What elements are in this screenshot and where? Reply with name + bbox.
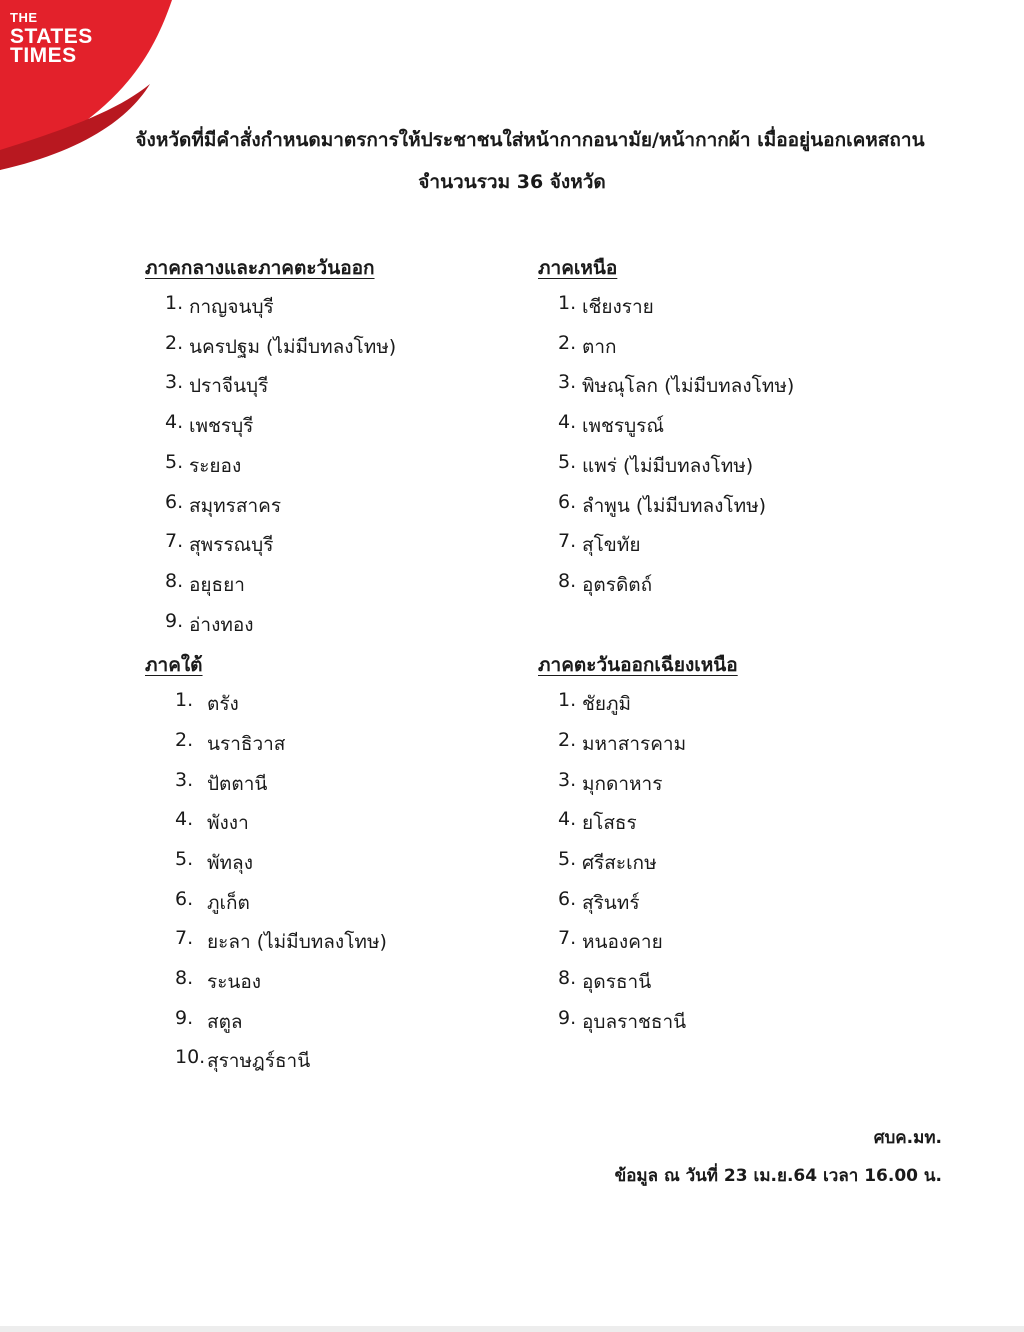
south-heading: ภาคใต้ (145, 654, 203, 676)
list-item (558, 927, 663, 957)
province-name: สุรินทร์ (582, 892, 640, 914)
item-number: 2. (558, 332, 577, 354)
list-item (165, 610, 254, 640)
province-name: ยโสธร (582, 812, 637, 834)
item-number: 4. (558, 808, 577, 830)
list-item (175, 1007, 243, 1037)
province-name: ภูเก็ต (207, 892, 250, 914)
province-name: อ่างทอง (189, 614, 254, 636)
province-name: อุตรดิตถ์ (582, 574, 653, 596)
item-number: 5. (558, 451, 577, 473)
province-name: พัทลุง (207, 852, 253, 874)
province-name: นครปฐม (ไม่มีบทลงโทษ) (189, 336, 397, 358)
item-number: 3. (175, 769, 194, 791)
item-number: 4. (165, 411, 184, 433)
item-number: 6. (175, 888, 194, 910)
list-item (175, 1046, 310, 1076)
list-item (558, 451, 753, 481)
item-number: 8. (165, 570, 184, 592)
province-name: ปัตตานี (207, 773, 268, 795)
list-item (165, 332, 396, 362)
list-item (558, 689, 631, 719)
list-item (558, 1007, 686, 1037)
province-name: สมุทรสาคร (189, 495, 282, 517)
item-number: 1. (175, 689, 194, 711)
province-name: แพร่ (ไม่มีบทลงโทษ) (582, 455, 754, 477)
province-name: มหาสารคาม (582, 733, 687, 755)
document-title: จังหวัดที่มีคำสั่งกำหนดมาตรการให้ประชาชนใส่หน้ากากอนามัย/หน้ากากผ้า เมื่ออยู่นอกเคหสถาน (135, 129, 925, 151)
item-number: 4. (175, 808, 194, 830)
item-number: 2. (165, 332, 184, 354)
list-item (558, 332, 617, 362)
province-name: ตาก (582, 336, 617, 358)
list-item (558, 967, 651, 997)
province-name: ศรีสะเกษ (582, 852, 657, 874)
province-name: สุพรรณบุรี (189, 534, 274, 556)
list-item (175, 808, 249, 838)
list-item (175, 689, 239, 719)
list-item (165, 570, 245, 600)
list-item (165, 491, 281, 521)
province-name: ลำพูน (ไม่มีบทลงโทษ) (582, 495, 767, 517)
item-number: 1. (558, 292, 577, 314)
list-item (165, 371, 268, 401)
item-number: 1. (558, 689, 577, 711)
list-item (558, 729, 686, 759)
item-number: 7. (558, 530, 577, 552)
province-name: ปราจีนบุรี (189, 375, 269, 397)
logo-text-states: STATES (10, 25, 93, 48)
document-subtitle: จำนวนรวม 36 จังหวัด (418, 171, 606, 193)
list-item (558, 530, 640, 560)
item-number: 9. (175, 1007, 194, 1029)
item-number: 7. (558, 927, 577, 949)
province-name: เพชรบูรณ์ (582, 415, 665, 437)
list-item (165, 530, 273, 560)
central-east-heading: ภาคกลางและภาคตะวันออก (145, 257, 375, 279)
list-item (558, 570, 652, 600)
north-heading: ภาคเหนือ (538, 257, 618, 279)
item-number: 3. (165, 371, 184, 393)
item-number: 5. (165, 451, 184, 473)
province-name: ระนอง (207, 971, 262, 993)
list-item (175, 927, 387, 957)
item-number: 2. (175, 729, 194, 751)
list-item (558, 808, 637, 838)
item-number: 5. (558, 848, 577, 870)
item-number: 8. (558, 967, 577, 989)
item-number: 6. (558, 888, 577, 910)
item-number: 5. (175, 848, 194, 870)
item-number: 4. (558, 411, 577, 433)
list-item (558, 848, 657, 878)
item-number: 9. (558, 1007, 577, 1029)
list-item (175, 848, 253, 878)
province-name: อยุธยา (189, 574, 245, 596)
data-date-note: ข้อมูล ณ วันที่ 23 เม.ย.64 เวลา 16.00 น. (614, 1166, 942, 1186)
list-item (558, 491, 766, 521)
item-number: 7. (165, 530, 184, 552)
province-name: พังงา (207, 812, 249, 834)
province-name: สตูล (207, 1011, 243, 1033)
list-item (175, 967, 261, 997)
item-number: 2. (558, 729, 577, 751)
item-number: 7. (175, 927, 194, 949)
list-item (165, 451, 241, 481)
province-name: ตรัง (207, 693, 239, 715)
province-name: สุโขทัย (582, 534, 641, 556)
logo-text-the: THE (10, 10, 38, 25)
list-item (175, 888, 250, 918)
list-item (175, 769, 267, 799)
item-number: 6. (558, 491, 577, 513)
province-name: พิษณุโลก (ไม่มีบทลงโทษ) (582, 375, 795, 397)
province-name: เชียงราย (582, 296, 654, 318)
list-item (165, 292, 274, 322)
item-number: 6. (165, 491, 184, 513)
northeast-heading: ภาคตะวันออกเฉียงเหนือ (538, 654, 738, 676)
list-item (165, 411, 253, 441)
province-name: มุกดาหาร (582, 773, 663, 795)
logo-text-times: TIMES (10, 44, 77, 67)
province-name: อุดรธานี (582, 971, 652, 993)
list-item (558, 292, 654, 322)
issuing-agency: ศบค.มท. (873, 1128, 942, 1148)
list-item (558, 371, 794, 401)
province-name: เพชรบุรี (189, 415, 254, 437)
the-states-times-logo (0, 0, 180, 175)
province-name: ชัยภูมิ (582, 693, 632, 715)
province-name: ยะลา (ไม่มีบทลงโทษ) (207, 931, 387, 953)
list-item (558, 411, 664, 441)
list-item (175, 729, 285, 759)
item-number: 10. (175, 1046, 206, 1068)
item-number: 3. (558, 769, 577, 791)
province-name: ระยอง (189, 455, 242, 477)
province-name: สุราษฎร์ธานี (207, 1050, 311, 1072)
item-number: 3. (558, 371, 577, 393)
item-number: 1. (165, 292, 184, 314)
item-number: 8. (558, 570, 577, 592)
list-item (558, 769, 662, 799)
item-number: 8. (175, 967, 194, 989)
province-name: กาญจนบุรี (189, 296, 274, 318)
province-name: อุบลราชธานี (582, 1011, 687, 1033)
province-name: นราธิวาส (207, 733, 286, 755)
item-number: 9. (165, 610, 184, 632)
province-name: หนองคาย (582, 931, 663, 953)
list-item (558, 888, 640, 918)
bottom-divider (0, 1326, 1024, 1332)
